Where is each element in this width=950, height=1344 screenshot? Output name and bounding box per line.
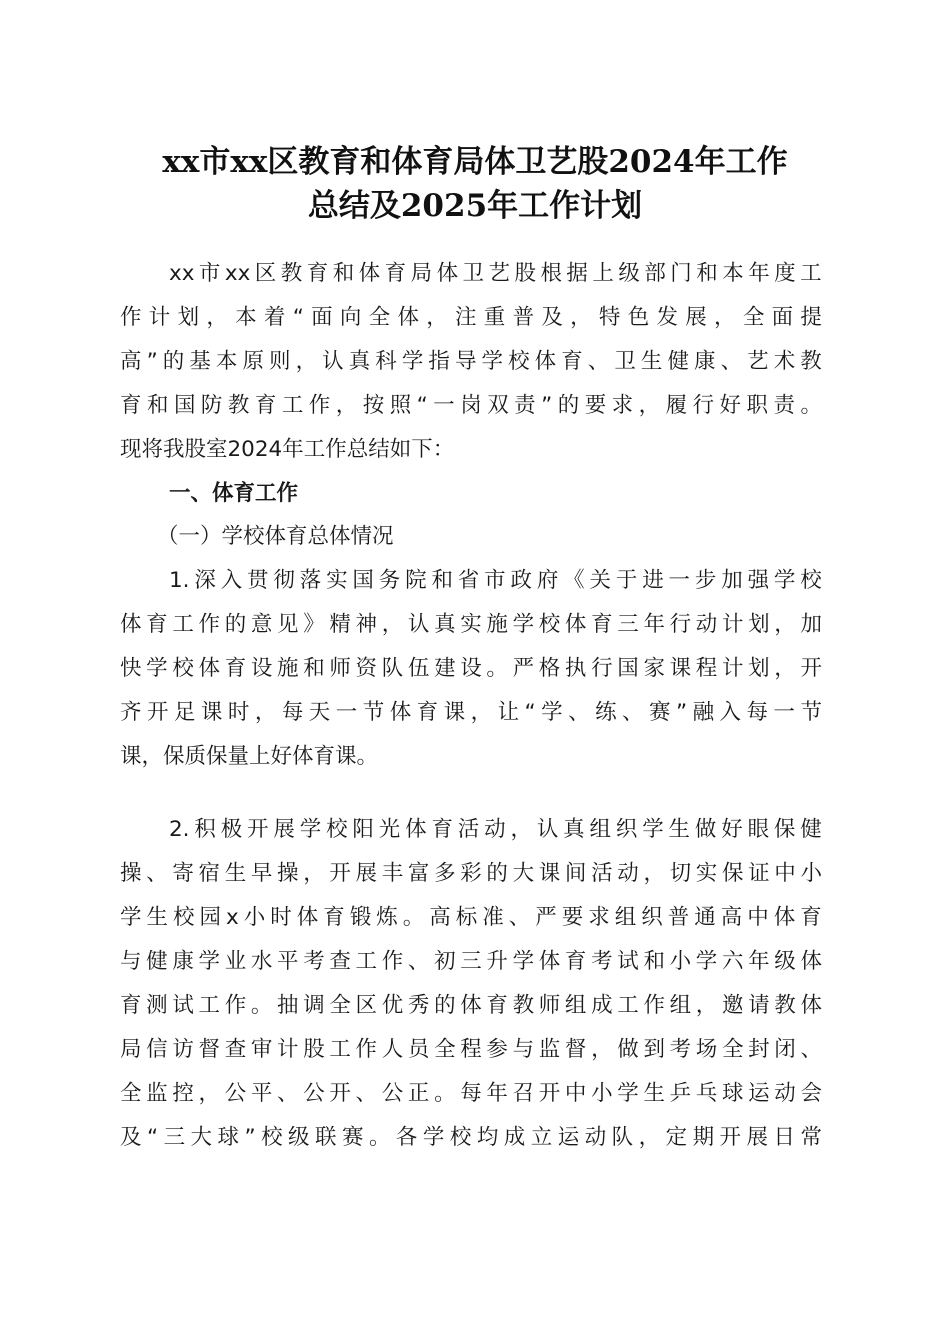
item-2-line: 全 监 控 ， 公 平 、 公 开 、 公 正 。 每 年 召 开 中 小 学 生 乒 乓 球 运 动 会 bbox=[120, 1081, 822, 1106]
item-1-line: 快 学 校 体 育 设 施 和 师 资 队 伍 建 设 。 严 格 执 行 国 家 课 程 计 划 ， 开 bbox=[120, 656, 822, 681]
item-1-line: 体 育 工 作 的 意 见 》 精 神 ， 认 真 实 施 学 校 体 育 三 年 行 动 计 划 ， 加 bbox=[120, 612, 822, 637]
intro-paragraph-line: 作 计 划 ， 本 着 “ 面 向 全 体 ， 注 重 普 及 ， 特 色 发 展 ， 全 面 提 bbox=[120, 305, 822, 330]
item-1-line: 齐 开 足 课 时 ， 每 天 一 节 体 育 课 ， 让 “ 学 、 练 、 赛 ” 融 入 每 一 节 bbox=[120, 700, 822, 725]
section-heading: 一、体育工作 bbox=[169, 481, 299, 506]
item-2-line: 操 、 寄 宿 生 早 操 ， 开 展 丰 富 多 彩 的 大 课 间 活 动 ， 切 实 保 证 中 小 bbox=[120, 861, 822, 886]
intro-paragraph-line: 育 和 国 防 教 育 工 作 ， 按 照 “ 一 岗 双 责 ” 的 要 求 ， 履 行 好 职 责 。 bbox=[120, 393, 822, 418]
intro-paragraph-line: 高 ” 的 基 本 原 则 ， 认 真 科 学 指 导 学 校 体 育 、 卫 生 健 康 、 艺 术 教 bbox=[120, 349, 822, 374]
item-2-line: 2. 积 极 开 展 学 校 阳 光 体 育 活 动 ， 认 真 组 织 学 生 做 好 眼 保 健 bbox=[169, 817, 822, 842]
item-2-line: 及 “ 三 大 球 ” 校 级 联 赛 。 各 学 校 均 成 立 运 动 队 ， 定 期 开 展 日 常 bbox=[120, 1125, 822, 1150]
item-2-line: 与 健 康 学 业 水 平 考 查 工 作 、 初 三 升 学 体 育 考 试 和 小 学 六 年 级 体 bbox=[120, 949, 822, 974]
intro-paragraph-line: xx 市 xx 区 教 育 和 体 育 局 体 卫 艺 股 根 据 上 级 部 门 和 本 年 度 工 bbox=[169, 261, 822, 286]
intro-paragraph-line: 现将我股室2024年工作总结如下： bbox=[120, 437, 455, 462]
item-1-line: 课，保质保量上好体育课。 bbox=[120, 744, 379, 769]
item-2-line: 局 信 访 督 查 审 计 股 工 作 人 员 全 程 参 与 监 督 ， 做 到 考 场 全 封 闭 、 bbox=[120, 1037, 822, 1062]
document-title-line-2: 总结及2025年工作计划 bbox=[307, 188, 643, 224]
subsection-heading: （一）学校体育总体情况 bbox=[157, 524, 394, 549]
item-1-line: 1. 深 入 贯 彻 落 实 国 务 院 和 省 市 政 府 《 关 于 进 一 步 加 强 学 校 bbox=[169, 568, 822, 593]
document-title-line-1: xx市xx区教育和体育局体卫艺股2024年工作 bbox=[162, 144, 788, 180]
item-2-line: 学 生 校 园 x 小 时 体 育 锻 炼 。 高 标 准 、 严 要 求 组 织 普 通 高 中 体 育 bbox=[120, 905, 822, 930]
item-2-line: 育 测 试 工 作 。 抽 调 全 区 优 秀 的 体 育 教 师 组 成 工 作 组 ， 邀 请 教 体 bbox=[120, 993, 822, 1018]
